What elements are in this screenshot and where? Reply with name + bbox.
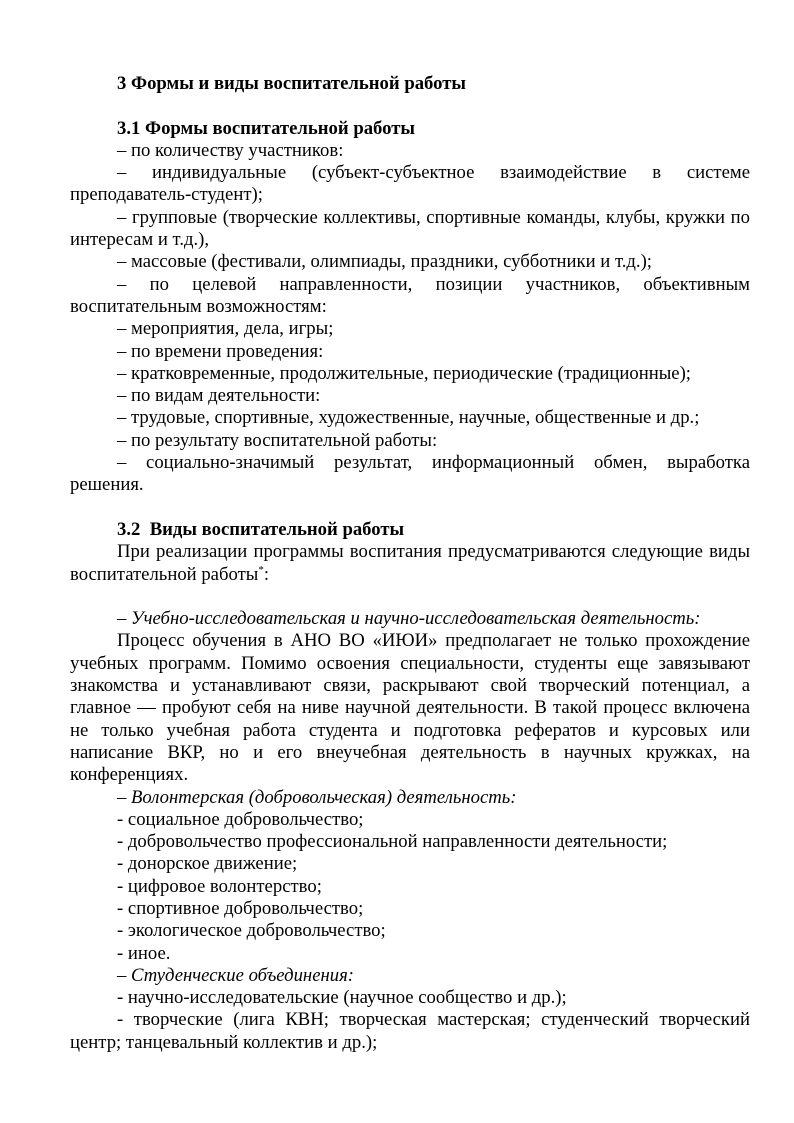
list-item: - экологическое добровольчество; [117,920,386,942]
list-item: - донорское движение; [117,853,298,875]
body-paragraph [70,541,750,586]
chapter-heading: 3 Формы и виды воспитательной работы [117,73,467,94]
paragraph-text: : [263,563,270,585]
list-item: - добровольчество профессиональной направленности деятельности; [117,831,668,853]
paragraph-text: При реализации программы воспитания предусматриваются следующие виды воспитательной работы [70,541,750,585]
list-item: – кратковременные, продолжительные, периодические (традиционные); [117,362,691,384]
list-item: - спортивное добровольчество; [117,897,364,919]
list-item: – мероприятия, дела, игры; [117,318,334,340]
list-item: - творческие (лига КВН; творческая мастерская; студенческий творческий центр; танцевальный коллектив и др.); [70,1009,750,1053]
section-heading-3-2: 3.2 Виды воспитательной работы [117,518,405,540]
list-item: – трудовые, спортивные, художественные, научные, общественные и др.; [117,407,700,429]
list-item: - цифровое волонтерство; [117,875,322,897]
section-heading-3-1: 3.1 Формы воспитательной работы [117,117,416,139]
list-item: – по количеству участников: [117,139,344,161]
activity-type-heading: – Учебно-исследовательская и научно-исследовательская деятельность: [117,608,701,630]
list-item: - социальное добровольчество; [117,808,364,830]
list-item: – по целевой направленности, позиции участников, объективным воспитательным возможностям: [70,273,750,317]
list-item: – массовые (фестивали, олимпиады, праздники, субботники и т.д.); [117,251,652,273]
footnote-marker: * [258,563,264,576]
activity-type-heading: – Волонтерская (добровольческая) деятельность: [117,786,517,808]
document-content [70,73,750,1054]
body-paragraph: Процесс обучения в АНО ВО «ИЮИ» предполагает не только прохождение учебных программ. Помимо освоения специальности, студенты еще завязывают знакомства и устанавливают связи, раскрывают свой творческий потенциал, а главное — пробуют себя на ниве научной деятельности. В такой процесс включена не только учебная работа студента и подготовка рефератов и курсовых или написание ВКР, но и его внеучебная деятельность в научных кружках, на конференциях. [70,630,750,786]
list-item: - научно-исследовательские (научное сообщество и др.); [117,987,567,1009]
list-item: – групповые (творческие коллективы, спортивные команды, клубы, кружки по интересам и т.д.), [70,206,750,251]
list-item: – индивидуальные (субъект-субъектное взаимодействие в системе преподаватель-студент); [70,162,750,206]
activity-type-heading: – Студенческие объединения: [117,964,355,986]
list-item: – социально-значимый результат, информационный обмен, выработка решения. [70,452,750,496]
list-item: – по результату воспитательной работы: [117,429,438,451]
list-item: - иное. [117,942,171,964]
list-item: – по времени проведения: [117,340,324,362]
list-item: – по видам деятельности: [117,385,321,407]
